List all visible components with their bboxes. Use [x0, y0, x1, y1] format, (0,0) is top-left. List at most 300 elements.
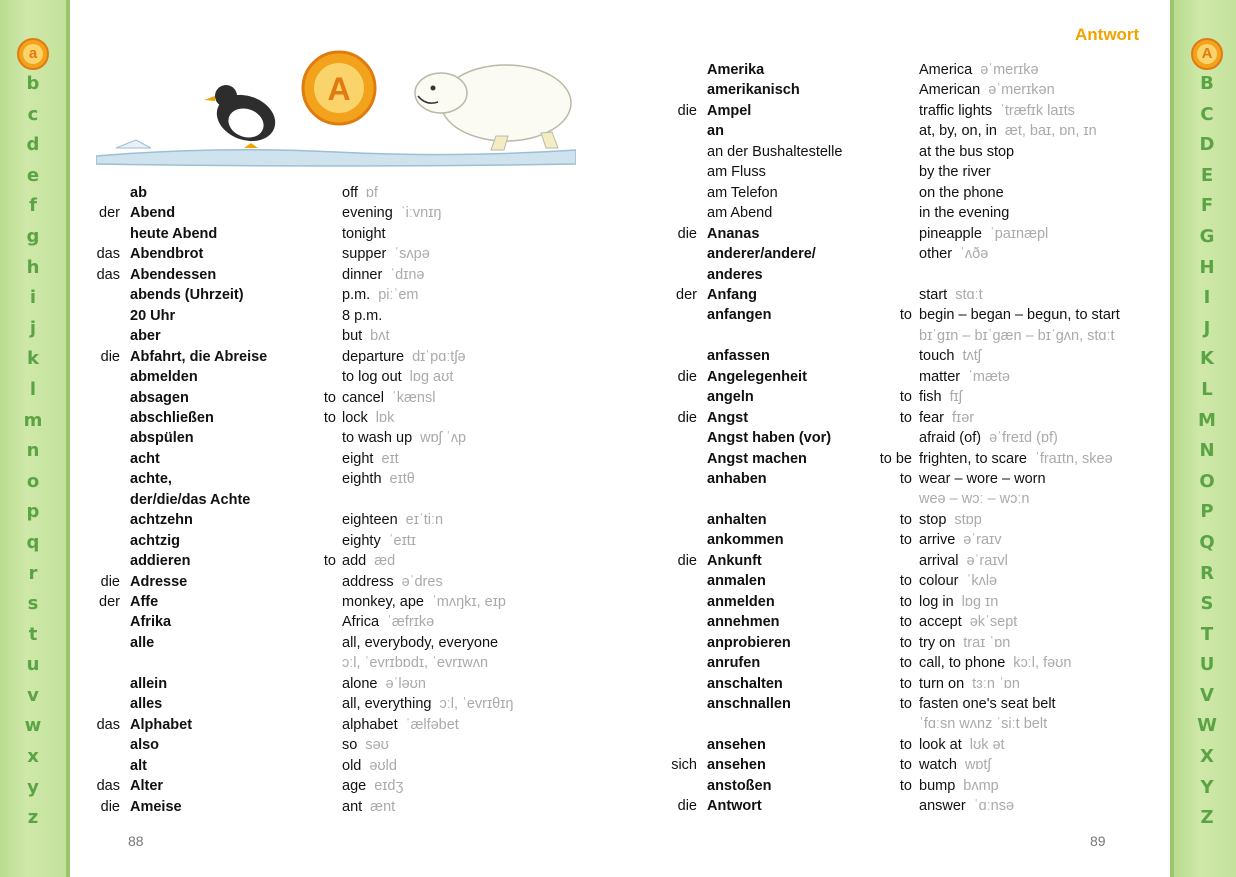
entry-translation-group — [919, 714, 1047, 734]
entry-translation-group — [919, 592, 998, 612]
alphabet-letter-u[interactable]: U — [1199, 654, 1215, 676]
entry-translation-group — [919, 285, 983, 305]
alphabet-letter-j[interactable]: j — [29, 317, 37, 339]
entry-headword: am Fluss — [707, 164, 766, 181]
entry-headword: heute Abend — [130, 225, 218, 242]
entry-article: der — [99, 205, 120, 222]
alphabet-letter-g[interactable]: G — [1199, 225, 1215, 247]
entry-headword: am Abend — [707, 205, 773, 222]
entry-translation-group — [919, 510, 982, 530]
entry-translation-group — [342, 367, 453, 387]
alphabet-letter-b[interactable]: B — [1200, 73, 1214, 94]
alphabet-letter-h[interactable]: H — [1199, 256, 1215, 278]
entry-headword: achte, — [130, 471, 172, 488]
entry-pronunciation: æt, baɪ, ɒn, ɪn — [1004, 123, 1097, 140]
entry-headword: am Telefon — [707, 184, 778, 201]
entry-pronunciation: wɒtʃ — [964, 757, 991, 774]
entry-translation-group — [919, 694, 1056, 714]
entry-pronunciation: ɒf — [365, 185, 378, 201]
entry-translation: in the evening — [919, 205, 1010, 222]
entry-translation: arrival — [919, 552, 959, 569]
entry-headword: Affe — [130, 594, 159, 610]
entry-article: die — [677, 102, 697, 119]
entry-headword: alt — [130, 757, 147, 774]
alphabet-letter-p[interactable]: P — [1200, 501, 1214, 523]
alphabet-letter-o[interactable]: o — [26, 470, 40, 492]
entry-translation: answer — [919, 798, 966, 815]
entry-translation-group — [919, 796, 1014, 816]
alphabet-letter-e[interactable]: e — [26, 164, 40, 186]
entry-translation-group — [919, 612, 1017, 632]
alphabet-letter-u[interactable]: u — [26, 654, 40, 676]
entry-headword: ankommen — [707, 532, 784, 549]
alphabet-letter-r[interactable]: R — [1200, 562, 1214, 584]
entry-translation: matter — [919, 368, 961, 385]
entry-headword: Alphabet — [130, 716, 193, 733]
entry-translation: tonight — [342, 225, 386, 242]
entry-pronunciation: əˈfreɪd (ɒf) — [989, 430, 1058, 447]
entry-verb-marker: to — [899, 307, 912, 324]
entry-translation-group — [919, 735, 1005, 755]
entry-translation: fasten one's seat belt — [919, 695, 1056, 712]
entry-pronunciation: əʊld — [369, 757, 397, 774]
entry-translation: stop — [919, 511, 947, 528]
entry-pronunciation: ɔːl, ˈevrɪθɪŋ — [439, 696, 514, 713]
entry-translation-group — [342, 592, 506, 612]
entry-headword: Anfang — [707, 286, 757, 303]
entry-translation-group — [919, 489, 1029, 509]
entry-pronunciation: əˈləʊn — [385, 675, 426, 692]
entry-pronunciation: ˈmætə — [968, 368, 1010, 385]
entry-translation: colour — [919, 573, 959, 590]
alphabet-letter-w[interactable]: W — [1197, 715, 1217, 737]
entry-translation-group — [342, 183, 378, 203]
entry-translation-group — [342, 306, 382, 326]
entry-headword: angeln — [707, 389, 754, 406]
entry-article: die — [677, 798, 697, 815]
entry-verb-marker: to — [899, 389, 912, 406]
entry-article: die — [677, 225, 697, 242]
entry-translation-group — [342, 265, 425, 285]
dictionary-entry — [0, 80, 1055, 100]
entry-pronunciation: ˈeɪtɪ — [388, 532, 416, 549]
entry-translation: evening — [342, 205, 393, 222]
entry-headword: Abendbrot — [130, 246, 204, 263]
entry-headword: anhaben — [707, 471, 767, 487]
entry-translation: America — [919, 62, 973, 78]
entry-headword: anstoßen — [707, 777, 772, 794]
entry-headword: abends (Uhrzeit) — [130, 287, 244, 304]
entry-pronunciation: ɔːl, ˈevrɪbɒdɪ, ˈevrɪwʌn — [342, 655, 489, 672]
entry-pronunciation: eɪdʒ — [374, 778, 404, 795]
entry-translation: ant — [342, 798, 363, 815]
entry-verb-marker: to — [323, 409, 336, 426]
entry-headword: Adresse — [130, 573, 188, 590]
entry-headword: allein — [130, 675, 168, 692]
entry-headword: achtzehn — [130, 512, 193, 529]
alphabet-letter-o[interactable]: O — [1199, 470, 1215, 492]
entry-translation: alphabet — [342, 716, 398, 733]
alphabet-letter-s[interactable]: s — [27, 593, 39, 615]
entry-translation: arrive — [919, 532, 956, 549]
entry-article: die — [100, 348, 120, 365]
entry-translation: bump — [919, 777, 956, 794]
entry-headword: Abendessen — [130, 266, 217, 283]
dictionary-entry — [0, 101, 1075, 121]
entry-translation: 8 p.m. — [342, 307, 383, 324]
entry-translation-group — [342, 715, 459, 735]
entry-translation: start — [919, 286, 948, 303]
page-number-left: 88 — [128, 833, 144, 849]
entry-translation-group — [342, 612, 434, 632]
entry-article: der — [99, 594, 120, 610]
alphabet-letter-m[interactable]: M — [1198, 409, 1216, 431]
entry-translation-group — [919, 551, 1008, 571]
entry-pronunciation: əˈdres — [401, 573, 443, 590]
entry-translation-group — [342, 428, 466, 448]
entry-headword: abschließen — [130, 409, 214, 426]
alphabet-letter-j[interactable]: J — [1203, 317, 1211, 339]
entry-translation: at, by, on, in — [919, 123, 997, 140]
entry-pronunciation: stɑːt — [955, 286, 983, 303]
entry-headword: Ananas — [707, 225, 760, 242]
alphabet-letter-t[interactable]: T — [1200, 623, 1214, 645]
alphabet-letter-s[interactable]: S — [1200, 593, 1214, 615]
entry-headword: Angst machen — [707, 450, 807, 467]
entry-translation: traffic lights — [919, 102, 993, 119]
entry-pronunciation: bʌmp — [963, 777, 999, 794]
entry-pronunciation: ˈæfrɪkə — [387, 614, 435, 631]
entry-headword: Ampel — [707, 102, 752, 119]
entry-verb-marker: to — [323, 389, 336, 406]
entry-translation: departure — [342, 348, 405, 365]
alphabet-active-letter-left[interactable] — [17, 38, 49, 70]
alphabet-letter-h[interactable]: h — [26, 256, 40, 278]
alphabet-letter-v[interactable]: v — [27, 684, 39, 706]
entry-article: die — [100, 798, 120, 815]
entry-headword: anrufen — [707, 655, 761, 672]
entry-pronunciation: ˈiːvnɪŋ — [400, 205, 442, 222]
penguin-figure — [204, 85, 282, 149]
entry-translation: look at — [919, 736, 962, 753]
entry-verb-marker: to — [899, 736, 912, 753]
entry-pronunciation: piːˈem — [378, 287, 419, 304]
entry-translation: supper — [342, 246, 387, 263]
entry-pronunciation: ˈkʌlə — [966, 573, 998, 590]
dictionary-entry — [0, 142, 1015, 162]
entry-headword: anschnallen — [707, 695, 791, 712]
entry-pronunciation: lɒg aʊt — [409, 369, 454, 386]
entry-translation: frighten, to scare — [919, 450, 1027, 467]
page-number-right: 89 — [1090, 833, 1106, 849]
entry-translation-group — [342, 203, 441, 223]
entry-pronunciation: wɒʃ ˈʌp — [420, 430, 467, 447]
entry-headword: Antwort — [707, 798, 762, 815]
entry-translation: off — [342, 185, 358, 201]
entry-verb-marker: to — [899, 511, 912, 528]
entry-pronunciation: səʊ — [365, 737, 389, 754]
entry-pronunciation: bɪˈgɪn – bɪˈgæn – bɪˈgʌn, stɑːt — [919, 327, 1115, 344]
alphabet-letter-n[interactable]: n — [26, 440, 40, 462]
entry-headword: anmalen — [707, 573, 766, 590]
entry-translation-group — [342, 449, 399, 469]
alphabet-active-letter-right[interactable] — [1191, 38, 1223, 70]
alphabet-strip-left — [0, 0, 70, 877]
entry-translation: monkey, ape — [342, 594, 424, 610]
entry-headword: Alter — [130, 778, 164, 795]
entry-headword: Ameise — [130, 798, 182, 815]
alphabet-letter-x[interactable]: X — [1200, 746, 1214, 768]
entry-translation-group — [919, 674, 1020, 694]
entry-translation: lock — [342, 409, 368, 426]
entry-translation: pineapple — [919, 225, 982, 242]
entry-translation: p.m. — [342, 287, 371, 304]
entry-headword: acht — [130, 450, 160, 467]
entry-translation-group — [919, 428, 1058, 448]
entry-translation-group — [919, 633, 1010, 653]
entry-translation-group — [342, 633, 498, 653]
entry-article: die — [677, 552, 697, 569]
entry-translation: alone — [342, 675, 378, 692]
entry-translation-group — [342, 776, 403, 796]
entry-translation-group — [342, 388, 435, 408]
entry-verb-marker: to be — [879, 450, 912, 467]
entry-headword: Abend — [130, 205, 176, 222]
alphabet-letter-k[interactable]: K — [1200, 348, 1214, 370]
entry-headword: ansehen — [707, 736, 766, 753]
entry-article: die — [677, 409, 697, 426]
entry-pronunciation: ˈsʌpə — [394, 246, 430, 263]
alphabet-letter-d[interactable]: d — [26, 134, 40, 156]
entry-translation-group — [342, 674, 426, 694]
entry-pronunciation: əˈraɪv — [963, 532, 1002, 549]
alphabet-letter-g[interactable]: g — [26, 225, 40, 247]
entry-translation: add — [342, 553, 367, 570]
entry-translation: log in — [919, 593, 954, 610]
alphabet-letter-l[interactable]: l — [29, 378, 37, 400]
entry-translation-group — [342, 469, 415, 489]
alphabet-letter-x[interactable]: x — [27, 746, 39, 768]
entry-translation-group — [342, 244, 430, 264]
entry-translation: try on — [919, 634, 956, 651]
entry-translation-group — [919, 571, 997, 591]
entry-pronunciation: ˈtræfɪk laɪts — [1000, 102, 1075, 119]
entry-headword: anmelden — [707, 593, 775, 610]
entry-translation: eighteen — [342, 512, 398, 529]
entry-verb-marker: to — [899, 675, 912, 692]
entry-pronunciation: əˈmerɪkə — [980, 62, 1039, 78]
entry-translation-group — [342, 285, 419, 305]
entry-translation-group — [919, 162, 991, 182]
entry-translation-group — [919, 142, 1014, 162]
entry-article: sich — [671, 757, 697, 774]
alphabet-letter-c[interactable]: C — [1200, 103, 1214, 125]
entry-translation-group — [919, 305, 1120, 325]
entry-verb-marker: to — [899, 655, 912, 672]
entry-translation: wear – wore – worn — [919, 471, 1046, 487]
alphabet-letter-m[interactable]: m — [23, 409, 43, 431]
entry-translation-group — [342, 572, 443, 592]
alphabet-letter-f[interactable]: f — [29, 195, 37, 217]
entry-headword: also — [130, 737, 160, 754]
alphabet-letter-p[interactable]: p — [26, 501, 40, 523]
dictionary-entry — [0, 121, 1097, 141]
entry-verb-marker: to — [899, 593, 912, 610]
entry-pronunciation: fɪər — [952, 409, 975, 426]
entry-pronunciation: eɪt — [381, 450, 399, 467]
alphabet-letter-z[interactable]: z — [27, 807, 39, 829]
entry-pronunciation: əkˈsept — [969, 614, 1018, 631]
entry-translation: by the river — [919, 164, 991, 181]
alphabet-letter-f[interactable]: F — [1200, 195, 1214, 217]
penguin-polar-bear-illustration — [96, 48, 576, 178]
entry-headword: addieren — [130, 553, 191, 570]
dictionary-entry — [0, 60, 1039, 80]
entry-translation-group — [342, 551, 395, 571]
letter-badge — [303, 52, 375, 124]
entry-pronunciation: ˈkænsl — [391, 389, 436, 406]
entry-headword: 20 Uhr — [130, 307, 176, 324]
alphabet-letter-z[interactable]: Z — [1200, 807, 1214, 829]
entry-translation-group — [342, 694, 513, 714]
entry-pronunciation: tʌtʃ — [962, 348, 982, 365]
entry-pronunciation: ˈfraɪtn, skeə — [1035, 450, 1113, 467]
entry-verb-marker: to — [899, 634, 912, 651]
entry-translation-group — [919, 80, 1055, 100]
entry-translation: begin – began – begun, to start — [919, 307, 1120, 324]
entry-pronunciation: ˈɑːnsə — [973, 798, 1015, 815]
alphabet-letter-q[interactable]: q — [26, 531, 40, 553]
entry-pronunciation: lʊk ət — [969, 736, 1005, 753]
alphabet-letter-y[interactable]: y — [27, 776, 39, 798]
entry-translation: touch — [919, 348, 955, 365]
entry-verb-marker: to — [899, 471, 912, 487]
entry-translation: to log out — [342, 369, 402, 386]
entry-headword: abmelden — [130, 369, 198, 386]
entry-pronunciation: ˈʌðə — [960, 246, 989, 263]
entry-pronunciation: ˈælfəbet — [405, 716, 459, 733]
entry-pronunciation: əˈraɪvl — [966, 552, 1008, 569]
entry-translation: accept — [919, 614, 962, 631]
alphabet-letter-c[interactable]: c — [27, 103, 39, 125]
entry-pronunciation: ˈfɑːsn wʌnz ˈsiːt belt — [919, 716, 1048, 733]
entry-article: das — [96, 246, 120, 263]
alphabet-letter-y[interactable]: Y — [1200, 776, 1214, 798]
entry-translation-group — [919, 346, 981, 366]
entry-translation-group — [919, 530, 1001, 550]
entry-translation-group — [342, 735, 389, 755]
entry-article: das — [96, 778, 120, 795]
entry-headword: anfassen — [707, 348, 770, 365]
alphabet-strip-right — [1170, 0, 1236, 877]
entry-article: die — [677, 368, 697, 385]
alphabet-letter-n[interactable]: N — [1199, 440, 1215, 462]
entry-translation-group — [919, 244, 988, 264]
entry-verb-marker: to — [899, 777, 912, 794]
entry-pronunciation: fɪʃ — [949, 389, 962, 406]
alphabet-letter-q[interactable]: Q — [1199, 531, 1215, 553]
entry-headword: der/die/das Achte — [130, 491, 251, 508]
alphabet-index-left — [0, 38, 66, 834]
entry-headword: aber — [130, 328, 161, 345]
entry-translation: cancel — [342, 389, 384, 406]
entry-translation-group — [919, 367, 1010, 387]
entry-translation-group — [342, 510, 443, 530]
alphabet-letter-w[interactable]: w — [24, 715, 42, 737]
entry-headword: an der Bushaltestelle — [707, 143, 843, 160]
entry-headword: Angst — [707, 409, 749, 426]
entry-translation: watch — [919, 757, 957, 774]
entry-headword: anderer/andere/ — [707, 246, 816, 263]
entry-headword: alle — [130, 634, 155, 651]
entry-pronunciation: æd — [374, 553, 396, 570]
alphabet-letter-b[interactable]: b — [26, 73, 40, 94]
entry-pronunciation: ˈdɪnə — [390, 266, 425, 283]
entry-pronunciation: kɔːl, fəʊn — [1013, 655, 1072, 672]
entry-translation: fear — [919, 409, 944, 426]
entry-translation-group — [342, 797, 395, 817]
entry-translation-group — [919, 101, 1075, 121]
polar-bear-figure — [415, 65, 571, 150]
entry-translation-group — [919, 449, 1113, 469]
entry-pronunciation: ˈmʌŋkɪ, eɪp — [431, 594, 506, 610]
alphabet-letter-k[interactable]: k — [27, 348, 39, 370]
entry-headword: amerikanisch — [707, 82, 800, 99]
entry-translation: on the phone — [919, 184, 1004, 201]
entry-pronunciation: dɪˈpɑːtʃə — [412, 348, 466, 365]
entry-headword: Angelegenheit — [707, 368, 807, 385]
entry-translation-group — [919, 203, 1009, 223]
alphabet-active-letter-text: a — [23, 44, 43, 64]
entry-translation: to wash up — [342, 430, 413, 447]
entry-pronunciation: eɪˈtiːn — [405, 512, 444, 529]
entry-translation: dinner — [342, 266, 383, 283]
entry-translation-group — [919, 408, 974, 428]
entry-headword: anhalten — [707, 511, 767, 528]
entry-translation-group — [919, 776, 999, 796]
entry-translation-group — [919, 183, 1004, 203]
entry-article: der — [676, 286, 697, 303]
entry-translation-group — [919, 653, 1071, 673]
entry-pronunciation: əˈmerɪkən — [988, 82, 1055, 99]
alphabet-index-right — [1174, 38, 1236, 834]
entry-headword: ansehen — [707, 757, 766, 774]
alphabet-letter-e[interactable]: E — [1200, 164, 1214, 186]
alphabet-letter-i[interactable]: I — [1203, 287, 1211, 309]
alphabet-letter-d[interactable]: D — [1199, 134, 1215, 156]
entry-headword: achtzig — [130, 532, 180, 549]
alphabet-letter-t[interactable]: t — [28, 623, 38, 645]
alphabet-letter-r[interactable]: r — [28, 562, 38, 584]
entry-headword: Ankunft — [707, 552, 762, 569]
entry-pronunciation: tɜːn ˈɒn — [972, 675, 1020, 692]
alphabet-letter-v[interactable]: V — [1200, 684, 1214, 706]
dictionary-entry — [0, 162, 991, 182]
alphabet-letter-l[interactable]: L — [1201, 378, 1213, 400]
entry-pronunciation: eɪtθ — [389, 471, 415, 488]
badge-letter: A — [327, 71, 351, 107]
entry-verb-marker: to — [899, 532, 912, 549]
alphabet-letter-i[interactable]: i — [29, 287, 37, 309]
entry-headword: an — [707, 123, 724, 140]
entry-translation: eighth — [342, 471, 382, 488]
entry-translation: eighty — [342, 532, 381, 549]
entry-translation: call, to phone — [919, 655, 1006, 672]
entry-translation-group — [919, 755, 991, 775]
entry-verb-marker: to — [899, 573, 912, 590]
entry-translation: afraid (of) — [919, 430, 982, 447]
entry-translation-group — [342, 347, 466, 367]
